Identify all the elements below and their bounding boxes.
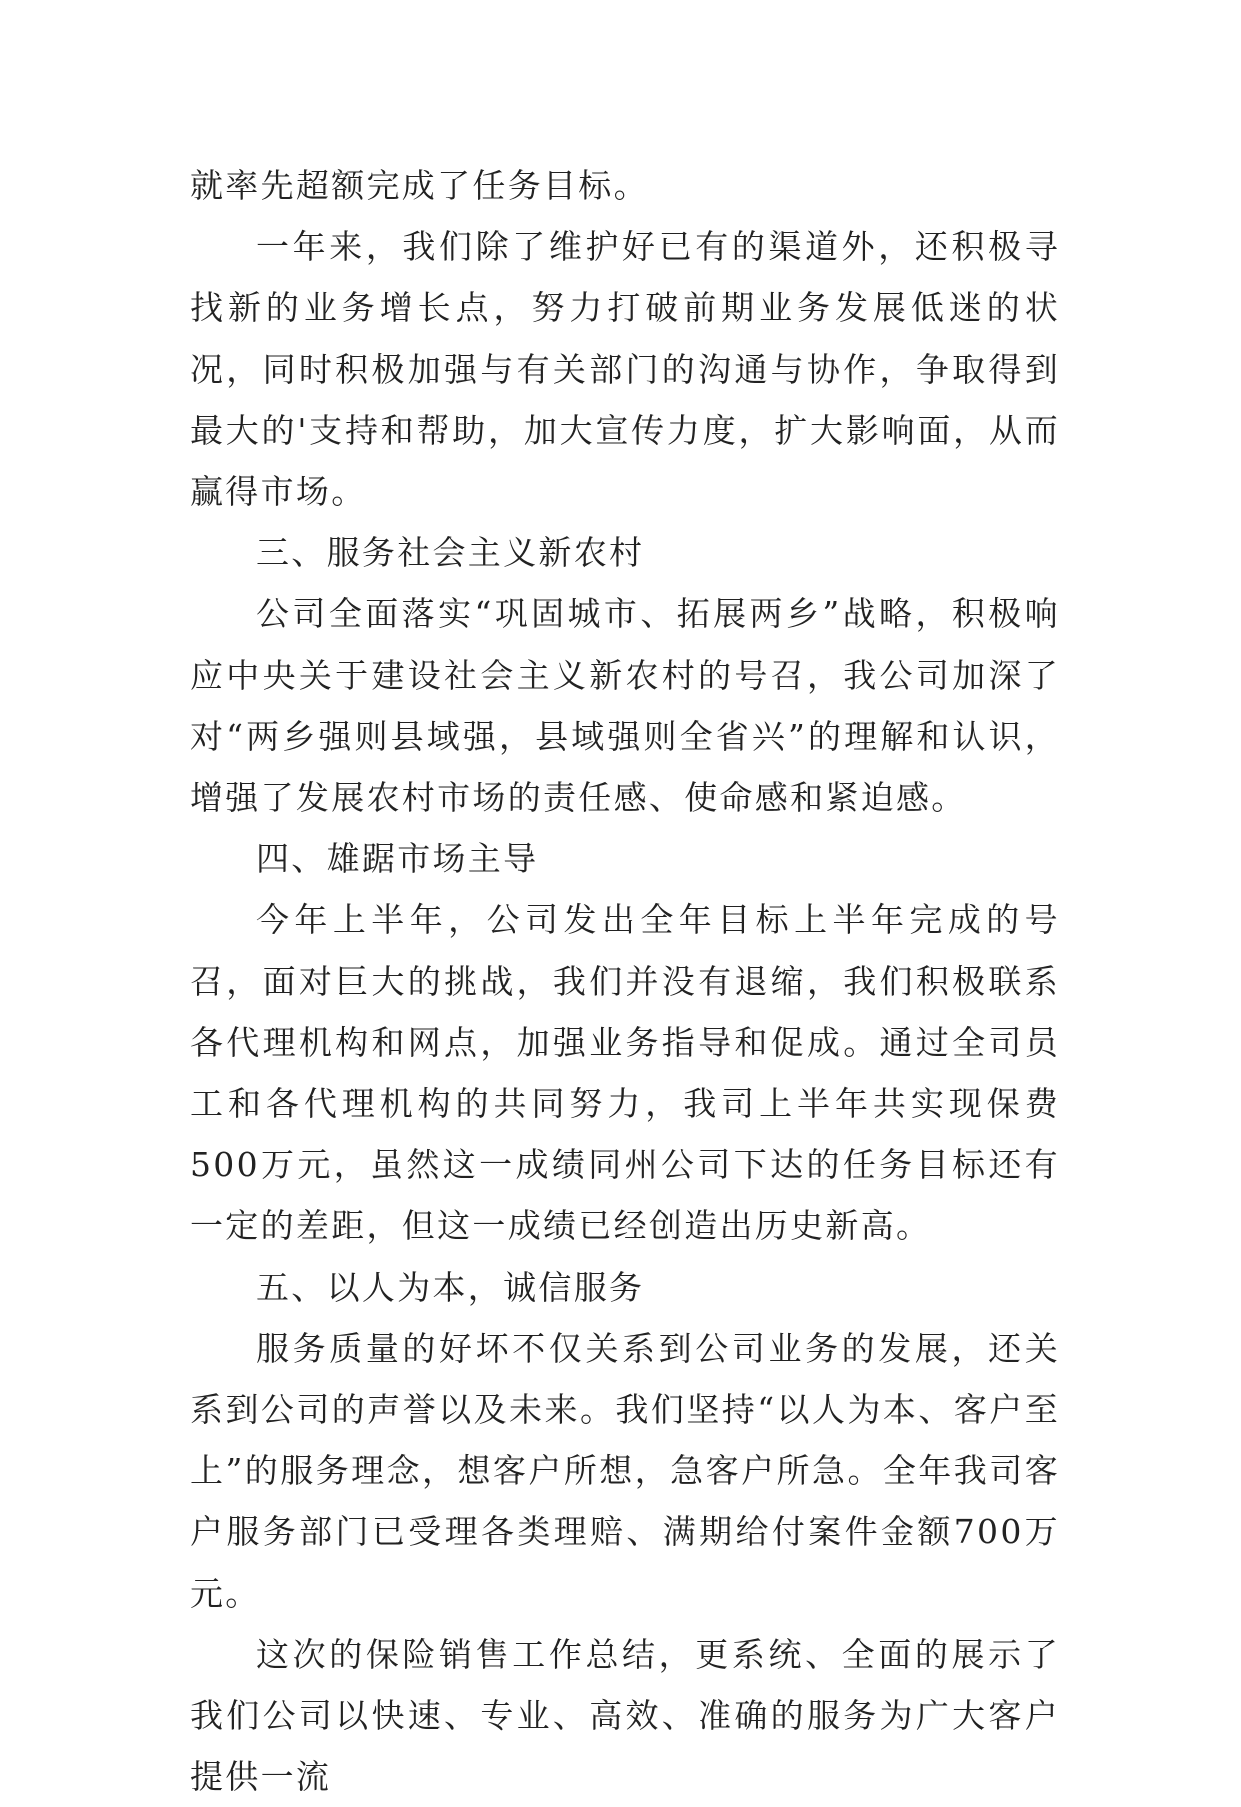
section-heading-people-oriented: 五、以人为本，诚信服务 xyxy=(256,1267,645,1307)
document-body xyxy=(190,155,1060,1807)
paragraph-continuation: 就率先超额完成了任务目标。 xyxy=(190,166,649,205)
paragraph-new-countryside: 公司全面落实“巩固城市、拓展两乡”战略，积极响应中央关于建设社会主义新农村的号召，我公司加深了对“两乡强则县域强，县域强则全省兴”的理解和认识，增强了发展农村市场的责任感、使命感和紧迫感。 xyxy=(190,594,1060,818)
section-heading-new-countryside: 三、服务社会主义新农村 xyxy=(256,533,645,573)
section-heading-market-lead: 四、雄踞市场主导 xyxy=(256,839,539,879)
paragraph-summary: 这次的保险销售工作总结，更系统、全面的展示了我们公司以快速、专业、高效、准确的服务为广大客户提供一流 xyxy=(190,1634,1060,1797)
paragraph-service-quality: 服务质量的好坏不仅关系到公司业务的发展，还关系到公司的声誉以及未来。我们坚持“以人为本、客户至上”的服务理念，想客户所想，急客户所急。全年我司客户服务部门已受理各类理赔、满期给付案件金额700万元。 xyxy=(190,1328,1060,1613)
paragraph-channels: 一年来，我们除了维护好已有的渠道外，还积极寻找新的业务增长点，努力打破前期业务发展低迷的状况，同时积极加强与有关部门的沟通与协作，争取得到最大的'支持和帮助，加大宣传力度，扩大影响面，从而赢得市场。 xyxy=(190,227,1060,512)
paragraph-market-lead: 今年上半年，公司发出全年目标上半年完成的号召，面对巨大的挑战，我们并没有退缩，我们积极联系各代理机构和网点，加强业务指导和促成。通过全司员工和各代理机构的共同努力，我司上半年共实现保费500万元，虽然这一成绩同州公司下达的任务目标还有一定的差距，但这一成绩已经创造出历史新高。 xyxy=(190,900,1060,1246)
